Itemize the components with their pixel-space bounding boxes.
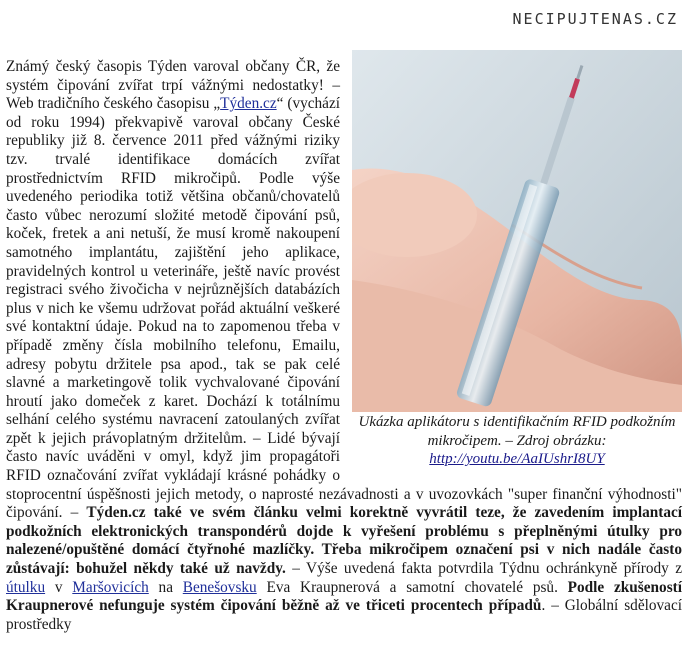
paragraph-confirm: – Výše uvedená fakta potvrdila Týdnu ochránkyně přírody z (285, 560, 683, 578)
benesovsko-link[interactable]: Benešovsku (182, 578, 257, 596)
rfid-applicator-photo (352, 50, 682, 412)
text-na: na (148, 578, 183, 596)
paragraph-main: “ (vychází od roku 1994) překvapivě varoval občany České republiky již 8. července 2011 před vážnými riziky tzv. trvalé identifikace domácích zvířat prostřednictvím RFID mikročipů. Podle výše uvedeného periodika totiž většina občanů/chovatelů často vůbec nerozumí složité metodě čipování psů, koček, fretek a ani netuší, že musí kromě nakoupení samotného implantátu, zajištění jeho aplikace, pravidelných kontrol u veterináře, ještě navíc provést registraci svého živočicha v nejrůznějších databázích plus v nich ke všemu udržovat pořád aktuální veškeré své kontaktní údaje. Pokud na to zapomenou třeba v případě změny čísla mobilního telefonu, Emailu, adresy pobytu držitele psa apod., tak se pak celé slavné a marketingově tolik vychvalované čipování hroutí jako domeček z karet. Dochází k totálnímu selhání celého systému navracení zatoulaných zvířat zpět k jejich právoplatným držitelům. – Lidé bývají často navíc uváděni v omyl, když jim propagátoři RFID označování zvířat vykládají krásné pohádky o stoprocentní úspěšnosti jejich metody, o naprosté nezávadnosti a v uvozovkách "super finanční výhodnosti" čipování. – (6, 95, 682, 522)
paragraph-kraupnerova: Eva Kraupnerová a samotní chovatelé psů. (256, 578, 568, 596)
utulek-link[interactable]: útulku (6, 578, 46, 596)
caption-source-link[interactable]: http://youtu.be/AaIUshrI8UY (429, 451, 605, 468)
bold-statement-2: Podle zkušeností Kraupnerové nefunguje systém čipování běžně až ve třiceti procentech případů (6, 578, 682, 615)
figure-caption (352, 413, 682, 469)
bold-statement-1: Týden.cz také ve svém článku velmi korektně vyvrátil teze, že zavedením implantací podkožních elektronických transpondérů dojde k vyřešení problému s přeplněnými útulky pro nalezené/opuštěné domácí čtyřnohé mazlíčky. Třeba mikročipem označení psi v nich nadále často zůstávají: bohužel někdy také už navždy. (6, 504, 683, 578)
article-body (6, 58, 682, 634)
paragraph-end: . – Globální sdělovací prostředky (6, 597, 682, 633)
paragraph-intro: Známý český časopis Týden varoval občany ČR, že systém čipování zvířat trpí vážnými nedostatky! – Web tradičního českého časopisu „ (6, 58, 340, 113)
text-v: v (45, 578, 73, 596)
tyden-link[interactable]: Týden.cz (220, 95, 277, 113)
site-logo: NECIPUJTENAS.CZ (512, 10, 678, 28)
caption-text: Ukázka aplikátoru s identifikačním RFID podkožním mikročipem. – Zdroj obrázku: (358, 414, 676, 449)
marsovice-link[interactable]: Maršovicích (72, 578, 149, 596)
figure (352, 50, 682, 469)
